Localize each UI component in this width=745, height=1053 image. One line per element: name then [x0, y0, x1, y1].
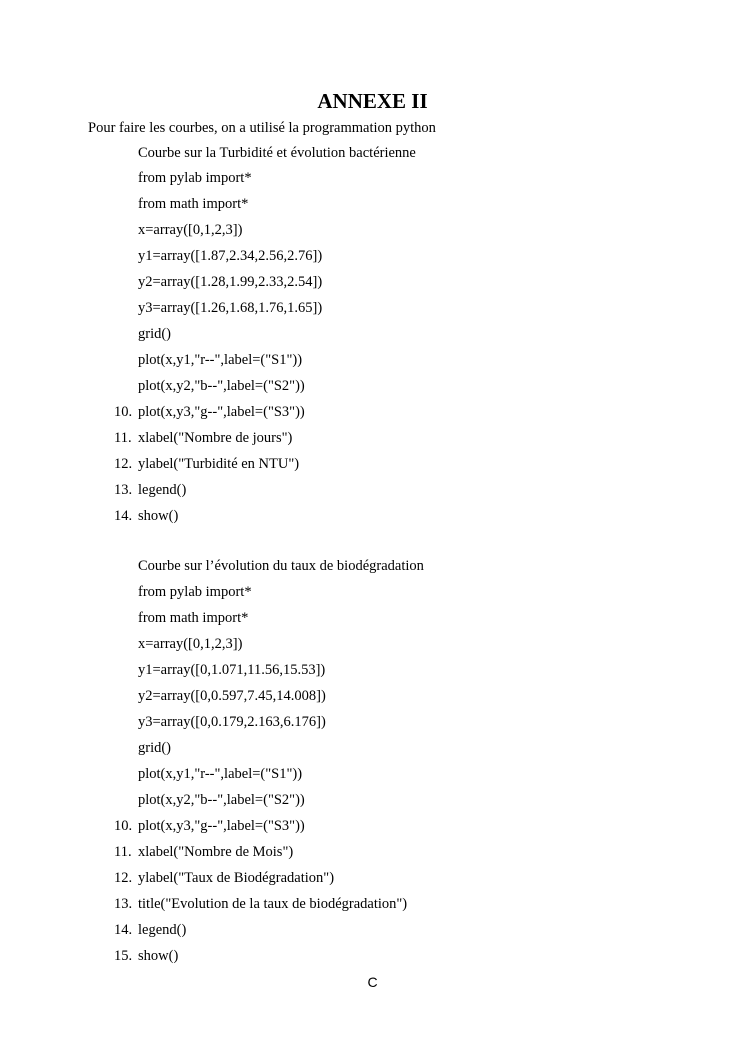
- code-text: ylabel("Turbidité en NTU"): [138, 456, 300, 472]
- line-number: 10.: [114, 404, 133, 420]
- line-number: 14.: [114, 508, 133, 524]
- code-text: from pylab import*: [138, 170, 252, 186]
- code-text: xlabel("Nombre de jours"): [138, 430, 293, 446]
- line-number: 11.: [114, 844, 132, 860]
- code-text: plot(x,y1,"r--",label=("S1")): [138, 352, 303, 368]
- code-text: xlabel("Nombre de Mois"): [138, 844, 294, 860]
- code-text: plot(x,y3,"g--",label=("S3")): [138, 404, 305, 420]
- code-text: plot(x,y1,"r--",label=("S1")): [138, 766, 303, 782]
- code-text: y1=array([1.87,2.34,2.56,2.76]): [138, 248, 323, 264]
- code-text: from math import*: [138, 196, 249, 212]
- line-number: 13.: [114, 482, 133, 498]
- code-text: x=array([0,1,2,3]): [138, 222, 243, 238]
- section2-heading: Courbe sur l’évolution du taux de biodégradation: [138, 558, 424, 574]
- line-number: 11.: [114, 430, 132, 446]
- page-number: C: [367, 974, 378, 990]
- code-text: from math import*: [138, 610, 249, 626]
- code-text: plot(x,y3,"g--",label=("S3")): [138, 818, 305, 834]
- code-text: y2=array([1.28,1.99,2.33,2.54]): [138, 274, 323, 290]
- code-text: from pylab import*: [138, 584, 252, 600]
- code-text: title("Evolution de la taux de biodégradation"): [138, 896, 408, 912]
- code-text: show(): [138, 948, 179, 964]
- code-text: legend(): [138, 482, 187, 498]
- code-text: show(): [138, 508, 179, 524]
- intro-paragraph: Pour faire les courbes, on a utilisé la programmation python: [88, 120, 436, 136]
- code-text: ylabel("Taux de Biodégradation"): [138, 870, 335, 886]
- line-number: 12.: [114, 456, 133, 472]
- line-number: 12.: [114, 870, 133, 886]
- line-number: 10.: [114, 818, 133, 834]
- code-text: legend(): [138, 922, 187, 938]
- code-text: y1=array([0,1.071,11.56,15.53]): [138, 662, 326, 678]
- line-number: 15.: [114, 948, 133, 964]
- code-text: y2=array([0,0.597,7.45,14.008]): [138, 688, 326, 704]
- code-text: grid(): [138, 326, 172, 342]
- line-number: 13.: [114, 896, 133, 912]
- code-text: plot(x,y2,"b--",label=("S2")): [138, 792, 305, 808]
- code-text: x=array([0,1,2,3]): [138, 636, 243, 652]
- page-title: ANNEXE II: [317, 89, 428, 113]
- code-text: y3=array([0,0.179,2.163,6.176]): [138, 714, 326, 730]
- code-text: grid(): [138, 740, 172, 756]
- code-text: plot(x,y2,"b--",label=("S2")): [138, 378, 305, 394]
- section1-heading: Courbe sur la Turbidité et évolution bactérienne: [138, 145, 416, 161]
- code-text: y3=array([1.26,1.68,1.76,1.65]): [138, 300, 323, 316]
- line-number: 14.: [114, 922, 133, 938]
